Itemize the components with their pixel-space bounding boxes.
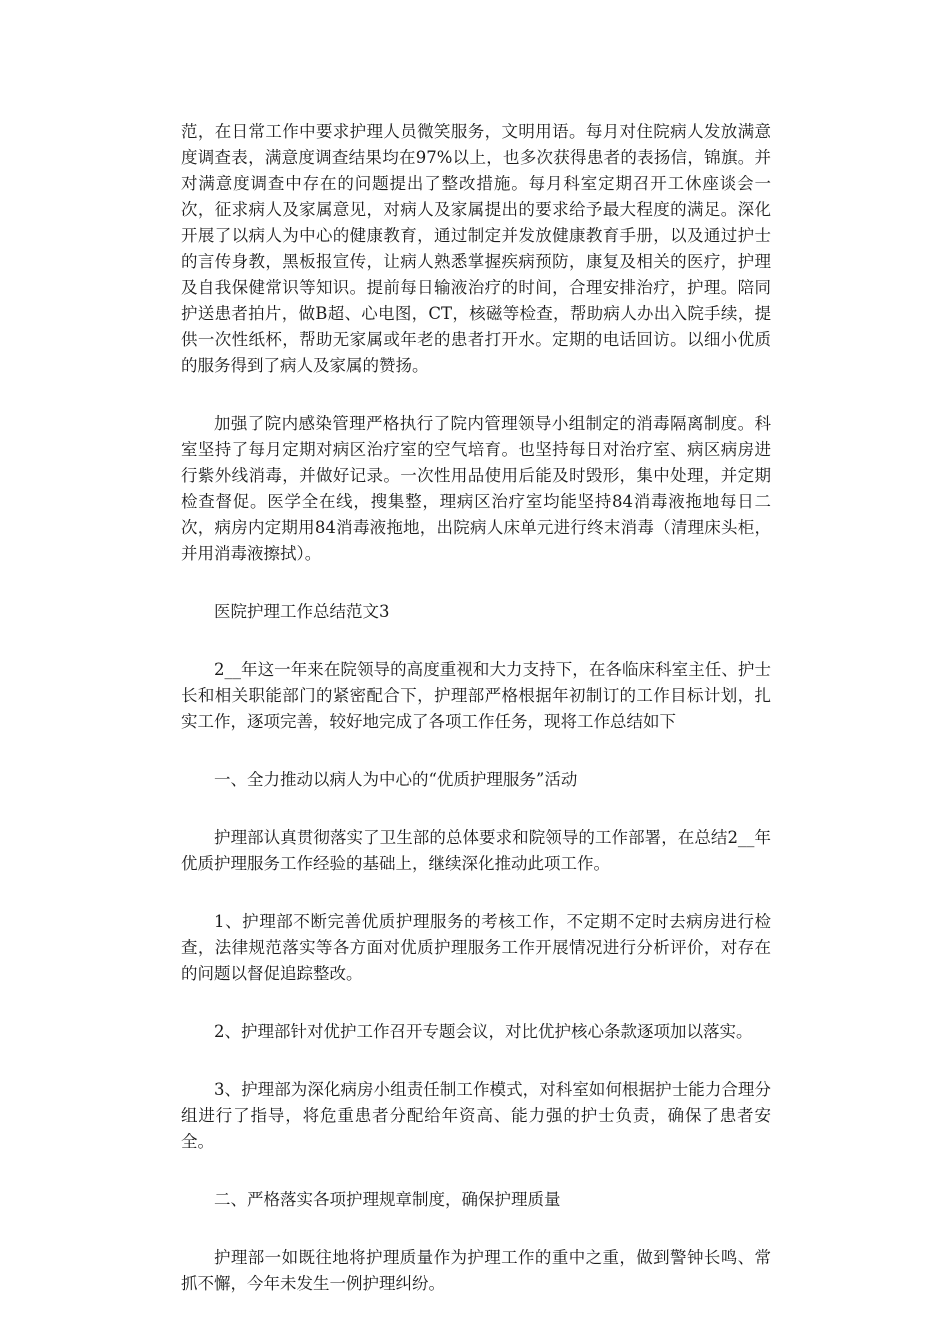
- list-item-2: 2、护理部针对优护工作召开专题会议，对比优护核心条款逐项加以落实。: [214, 1022, 753, 1041]
- paragraph-infection-control: 加强了院内感染管理严格执行了院内管理领导小组制定的消毒隔离制度。科室坚持了每月定期对病区治疗室的空气培育。也坚持每日对治疗室、病区病房进行紫外线消毒，并做好记录。一次性用品使用后能及时毁形，集中处理，并定期检查督促。医学全在线，搜集整，理病区治疗室均能坚持84消毒液拖地每日二次，病房内定期用84消毒液拖地，出院病人床单元进行终末消毒（清理床头柜，并用消毒液擦拭）。: [181, 414, 771, 563]
- heading-section-1: 一、全力推动以病人为中心的“优质护理服务”活动: [214, 770, 578, 789]
- paragraph-service-quality: 范，在日常工作中要求护理人员微笑服务，文明用语。每月对住院病人发放满意度调查表，满意度调查结果均在97%以上，也多次获得患者的表扬信，锦旗。并对满意度调查中存在的问题提出了整改措施。每月科室定期召开工休座谈会一次，征求病人及家属意见，对病人及家属提出的要求给予最大程度的满足。深化开展了以病人为中心的健康教育，通过制定并发放健康教育手册，以及通过护士的言传身教，黑板报宣传，让病人熟悉掌握疾病预防，康复及相关的医疗，护理及自我保健常识等知识。提前每日输液治疗的时间，合理安排治疗，护理。陪同护送患者拍片，做B超、心电图，CT，核磁等检查，帮助病人办出入院手续，提供一次性纸杯，帮助无家属或年老的患者打开水。定期的电话回访。以细小优质的服务得到了病人及家属的赞扬。: [181, 122, 771, 375]
- paragraph-section-1-body: 护理部认真贯彻落实了卫生部的总体要求和院领导的工作部署，在总结2__年优质护理服务工作经验的基础上，继续深化推动此项工作。: [181, 828, 771, 873]
- document-body: [181, 119, 771, 1329]
- paragraph-intro: 2__年这一年来在院领导的高度重视和大力支持下，在各临床科室主任、护士长和相关职能部门的紧密配合下，护理部严格根据年初制订的工作目标计划，扎实工作，逐项完善，较好地完成了各项工作任务，现将工作总结如下: [181, 660, 771, 731]
- section-title-sample-3: 医院护理工作总结范文3: [214, 602, 390, 621]
- paragraph-section-2-body: 护理部一如既往地将护理质量作为护理工作的重中之重，做到警钟长鸣、常抓不懈，今年未发生一例护理纠纷。: [181, 1248, 771, 1293]
- heading-section-2: 二、严格落实各项护理规章制度，确保护理质量: [214, 1190, 561, 1209]
- list-item-1: 1、护理部不断完善优质护理服务的考核工作，不定期不定时去病房进行检查，法律规范落实等各方面对优质护理服务工作开展情况进行分析评价，对存在的问题以督促追踪整改。: [181, 912, 771, 983]
- list-item-3: 3、护理部为深化病房小组责任制工作模式，对科室如何根据护士能力合理分组进行了指导，将危重患者分配给年资高、能力强的护士负责，确保了患者安全。: [181, 1080, 771, 1151]
